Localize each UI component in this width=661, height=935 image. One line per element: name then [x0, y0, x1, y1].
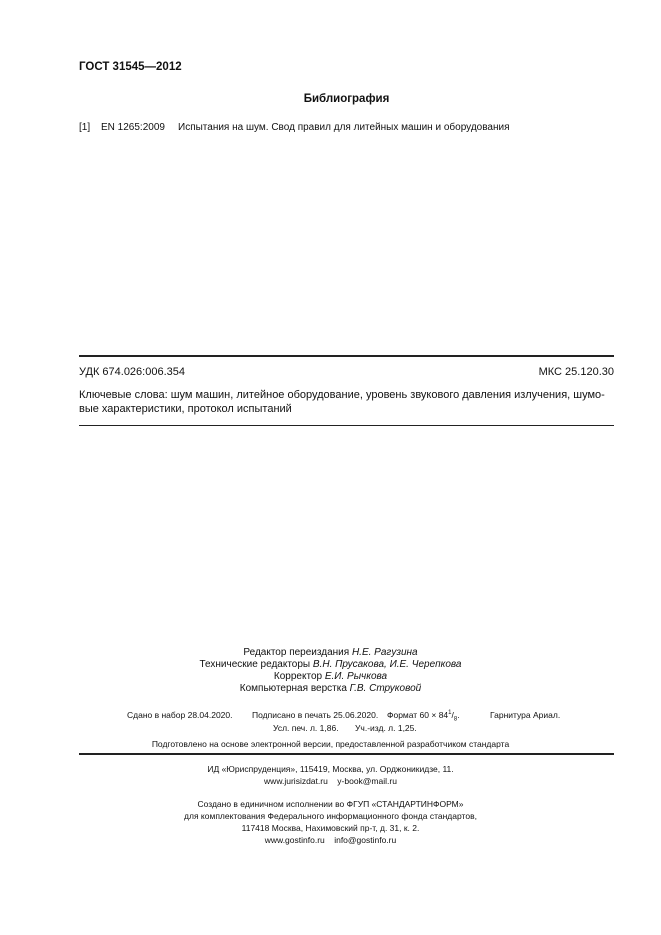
bibliography-title-text: Библиография: [303, 93, 390, 105]
staff-corrector: [0, 671, 661, 682]
creator-site: www.gostinfo.ru: [264, 835, 325, 845]
print-format-den: 8: [453, 716, 458, 723]
staff-person: Е.И. Рычкова: [324, 671, 388, 682]
mks-code: МКС 25.120.30: [538, 366, 614, 378]
print-prepared: Подготовлено на основе электронной версии, предоставленной разработчиком стандарта: [151, 739, 510, 749]
print-sheets: Усл. печ. л. 1,86.: [273, 723, 339, 733]
creator-contacts: [0, 835, 661, 845]
section-divider-top: [79, 355, 614, 357]
standard-code: ГОСТ 31545—2012: [79, 61, 182, 73]
imprint-divider: [79, 753, 614, 755]
creator-line-3: 117418 Москва, Нахимовский пр-т, д. 31, к. 2.: [241, 823, 420, 833]
staff-person: Н.Е. Рагузина: [351, 647, 418, 658]
staff-role: Технические редакторы: [199, 659, 311, 670]
creator-email: info@gostinfo.ru: [334, 835, 397, 845]
bibliography-entry: [79, 122, 510, 133]
staff-editor: [0, 647, 661, 658]
udk-code: УДК 674.026:006.354: [79, 366, 185, 378]
bibliography-title: [0, 93, 661, 105]
staff-person: В.Н. Прусакова, И.Е. Черепкова: [312, 659, 462, 670]
print-submitted: Сдано в набор 28.04.2020.: [127, 710, 233, 720]
section-divider-bottom: [79, 425, 614, 426]
print-format-suffix: .: [457, 710, 460, 720]
staff-person: Г.В. Струковой: [349, 683, 422, 694]
print-font: Гарнитура Ариал.: [490, 710, 561, 720]
print-format-prefix: Формат 60 × 84: [387, 710, 449, 720]
staff-role: Редактор переиздания: [243, 647, 350, 658]
staff-tech-editors: [0, 659, 661, 670]
publisher-address: ИД «Юриспруденция», 115419, Москва, ул. Орджоникидзе, 11.: [207, 764, 454, 774]
staff-role: Корректор: [273, 671, 323, 682]
keywords: [79, 388, 614, 416]
print-format: Формат $60 \times 84^1/_8$.: [387, 710, 460, 723]
publisher-contacts: [0, 776, 661, 786]
staff-layout: [0, 683, 661, 694]
print-format-num: 1: [448, 710, 452, 717]
publisher-email: y-book@mail.ru: [337, 776, 397, 786]
bibliography-entry-title: Испытания на шум. Свод правил для литейных машин и оборудования: [178, 122, 510, 133]
keywords-line-1: Ключевые слова: шум машин, литейное оборудование, уровень звукового давления излучения, шумо-: [79, 389, 605, 401]
bibliography-entry-code: EN 1265:2009: [101, 122, 165, 133]
creator-line-2: для комплектования Федерального информационного фонда стандартов,: [184, 811, 477, 821]
bibliography-entry-number: [1]: [79, 122, 91, 133]
publisher-site: www.jurisizdat.ru: [264, 776, 328, 786]
keywords-line-2: вые характеристики, протокол испытаний: [79, 403, 292, 415]
print-signed: Подписано в печать 25.06.2020.: [252, 710, 379, 720]
creator-line-1: Создано в единичном исполнении во ФГУП «СТАНДАРТИНФОРМ»: [197, 799, 464, 809]
print-pub-sheets: Уч.-изд. л. 1,25.: [355, 723, 417, 733]
staff-role: Компьютерная верстка: [239, 683, 347, 694]
